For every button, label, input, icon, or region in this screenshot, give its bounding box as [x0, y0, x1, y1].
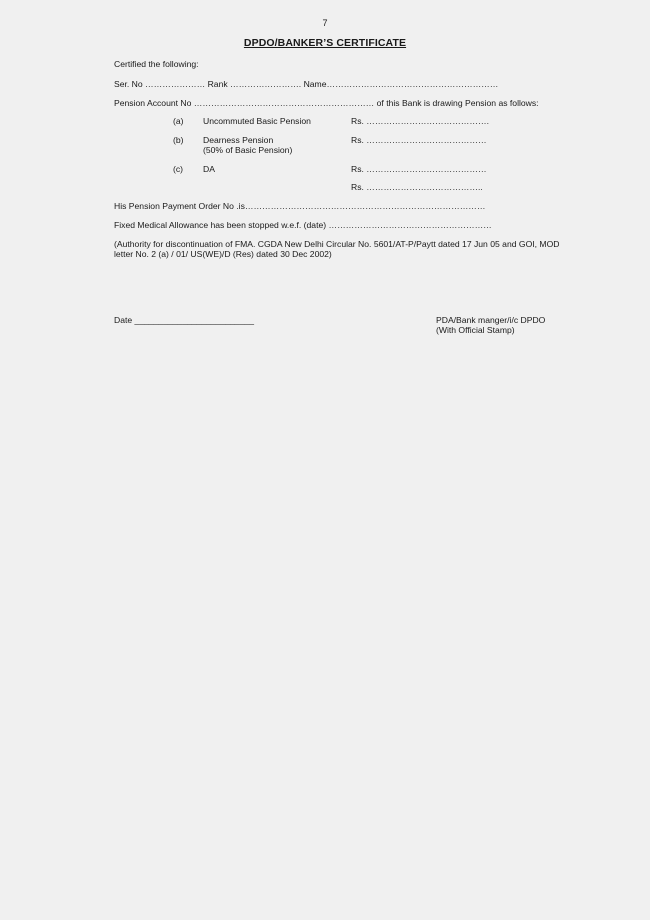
- certificate-title: DPDO/BANKER’S CERTIFICATE: [243, 37, 407, 49]
- item-c-rs: Rs. ……………………………………: [351, 164, 487, 174]
- authority-line-2: letter No. 2 (a) / 01/ US(WE)/D (Res) dated 30 Dec 2002): [114, 249, 332, 259]
- item-b-label: Dearness Pension: [203, 135, 274, 145]
- certified-line: Certified the following:: [114, 59, 199, 69]
- pension-account-line: Pension Account No ……………………………………………………… of this Bank is drawing Pension as follows:: [114, 98, 539, 108]
- item-b-sub: (50% of Basic Pension): [203, 145, 293, 155]
- item-a-rs: Rs. …………………………………….: [351, 116, 489, 126]
- total-rs: Rs. …………………………………..: [351, 182, 483, 192]
- page-number: 7: [322, 18, 328, 28]
- fma-line: Fixed Medical Allowance has been stopped w.e.f. (date) …………………………………………………: [114, 220, 492, 230]
- ppo-line: His Pension Payment Order No .is…………………………………………………………………………: [114, 201, 486, 211]
- authority-line-1: (Authority for discontinuation of FMA. CGDA New Delhi Circular No. 5601/AT-P/Paytt dated 17 Jun 05 and GOI, MOD: [114, 239, 560, 249]
- date-field: Date _________________________: [114, 315, 255, 325]
- signatory-title: PDA/Bank manger/i/c DPDO: [436, 315, 546, 325]
- item-c-label: DA: [203, 164, 215, 174]
- item-b-rs: Rs. ……………………………………: [351, 135, 487, 145]
- item-b-mark: (b): [173, 135, 184, 145]
- item-a-label: Uncommuted Basic Pension: [203, 116, 311, 126]
- signatory-stamp-note: (With Official Stamp): [436, 325, 515, 335]
- item-a-mark: (a): [173, 116, 184, 126]
- ser-rank-name-line: Ser. No ………………… Rank ……………………. Name……………………………………………………: [114, 79, 499, 89]
- item-c-mark: (c): [173, 164, 184, 174]
